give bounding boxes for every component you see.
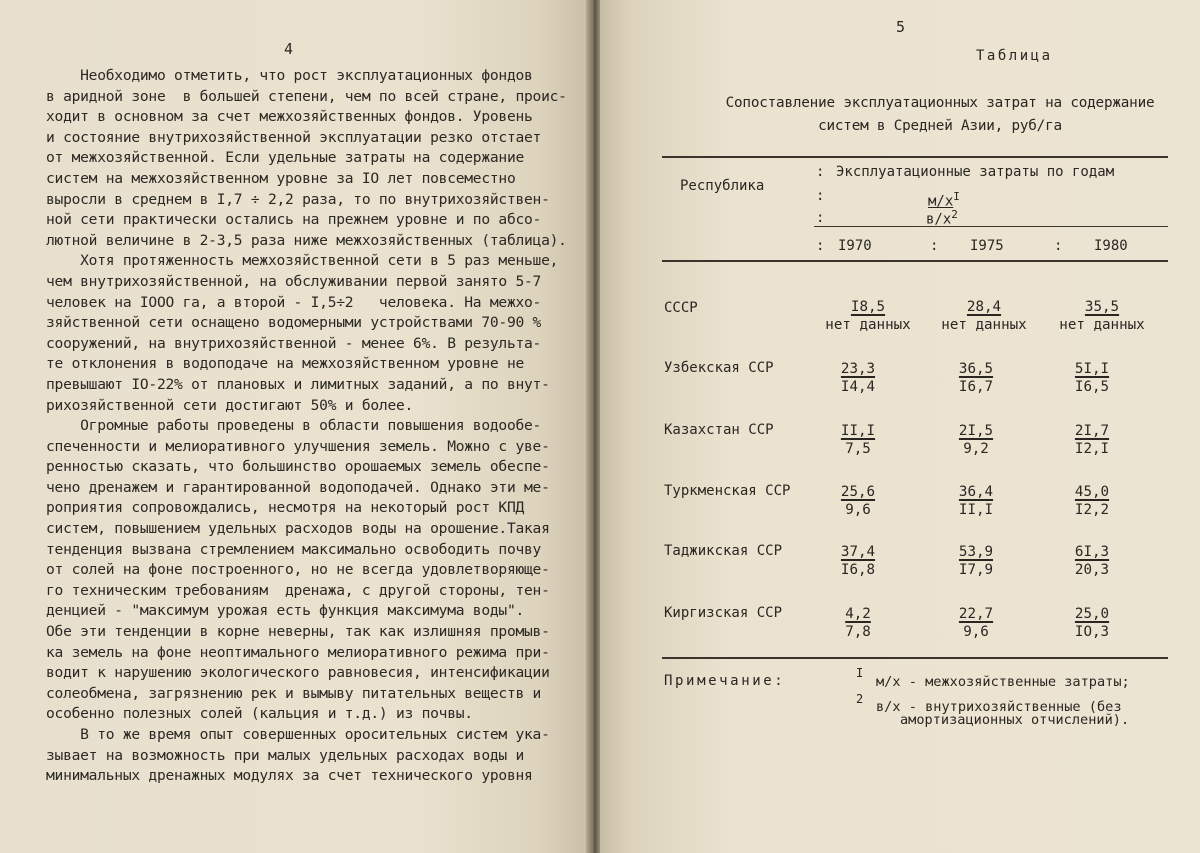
page-number-right: 5 xyxy=(896,18,906,36)
cell-mx-value: 53,9 xyxy=(958,544,994,560)
header-separator: : xyxy=(816,188,825,204)
header-costs-by-year: Эксплуатационные затраты по годам xyxy=(836,164,1115,180)
left-page-body-text xyxy=(46,66,567,787)
row-label: Киргизская ССР xyxy=(664,605,783,621)
table-cell xyxy=(1052,298,1152,334)
note-sup-1: I xyxy=(856,666,864,680)
right-page xyxy=(600,0,1200,853)
cell-vx-value: нет данных xyxy=(1059,317,1145,333)
header-separator: : xyxy=(1054,238,1063,254)
header-mid-rule xyxy=(814,226,1168,227)
cell-vx-value: 7,8 xyxy=(845,624,871,640)
header-year: I975 xyxy=(970,238,1004,254)
body-text-line: превышают IO-22% от плановых и лимитных заданий, а по внут- xyxy=(46,375,550,393)
row-label: СССР xyxy=(664,300,698,316)
fraction-bottom-text: в/х xyxy=(926,211,952,228)
body-text-line: Обе эти тенденции в корне неверны, так как излишняя промыв- xyxy=(46,623,550,641)
body-text-line: чено дренажем и гарантированной водоподачей. Однако эти ме- xyxy=(46,478,550,496)
table-bottom-rule xyxy=(662,657,1168,659)
cell-mx-value: 4,2 xyxy=(845,606,871,622)
cell-vx-value: 9,2 xyxy=(963,441,989,457)
cell-vx-value: нет данных xyxy=(941,317,1027,333)
note-text-2-line-1: в/х - внутрихозяйственные (без xyxy=(876,699,1122,715)
cell-vx-value: I6,7 xyxy=(958,379,994,395)
header-separator: : xyxy=(816,238,825,254)
table-cell xyxy=(808,422,908,458)
page-number-left: 4 xyxy=(284,40,294,58)
header-fraction-top xyxy=(928,190,960,210)
row-label: Казахстан ССР xyxy=(664,422,774,438)
table-cell xyxy=(926,605,1026,641)
body-text-line: зяйственной сети оснащено водомерными устройствами 70-90 % xyxy=(46,314,542,332)
body-text-line: ка земель на фоне неоптимального мелиоративного режима при- xyxy=(46,643,550,661)
body-text-line: ной сети практически остались на прежнем уровне и по абсо- xyxy=(46,211,542,229)
cell-vx-value: 9,6 xyxy=(963,624,989,640)
body-text-line: в аридной зоне в большей степени, чем по всей стране, проис- xyxy=(46,87,567,105)
note-sup-2: 2 xyxy=(856,692,864,706)
body-text-line: тенденция вызвана стремлением максимально освободить почву xyxy=(46,540,542,558)
table-cell xyxy=(926,360,1026,396)
body-text-line: солеобмена, загрязнению рек и вымыву питательных веществ и xyxy=(46,684,542,702)
body-text-line: ренностью сказать, что большинство орошаемых земель обеспе- xyxy=(46,458,550,476)
body-text-line: лютной величине в 2-3,5 раза ниже межхозяйственных (таблица). xyxy=(46,231,567,249)
cell-vx-value: I6,5 xyxy=(1074,379,1110,395)
body-text-line: роприятия сопровождались, несмотря на некоторый рост КПД xyxy=(46,499,525,517)
body-text-line: денцией - "максимум урожая есть функция максимума воды". xyxy=(46,602,525,620)
row-label: Узбекская ССР xyxy=(664,360,774,376)
table-cell xyxy=(808,543,908,579)
body-text-line: выросли в среднем в I,7 ÷ 2,2 раза, то по внутрихозяйствен- xyxy=(46,190,550,208)
fraction-top-text: м/х xyxy=(928,193,954,210)
cell-vx-value: II,I xyxy=(958,502,994,518)
cell-mx-value: I8,5 xyxy=(850,299,886,315)
cell-mx-value: II,I xyxy=(840,423,876,439)
header-fraction-bottom xyxy=(926,208,958,228)
header-bottom-rule xyxy=(662,260,1168,262)
table-cell xyxy=(818,298,918,334)
cell-vx-value: I2,2 xyxy=(1074,502,1110,518)
table-cell xyxy=(1042,543,1142,579)
cell-vx-value: нет данных xyxy=(825,317,911,333)
table-cell xyxy=(808,360,908,396)
table-cell xyxy=(934,298,1034,334)
body-text-line: минимальных дренажных модулях за счет технического уровня xyxy=(46,767,533,785)
table-cell xyxy=(1042,483,1142,519)
header-year: I970 xyxy=(838,238,872,254)
fraction-bottom-sup: 2 xyxy=(951,208,958,221)
table-cell xyxy=(926,422,1026,458)
body-text-line: чем внутрихозяйственной, на обслуживании первой занято 5-7 xyxy=(46,272,542,290)
body-text-line: го техническим требованиям дренажа, с другой стороны, тен- xyxy=(46,581,550,599)
body-text-line: Необходимо отметить, что рост эксплуатационных фондов xyxy=(46,67,533,84)
cell-mx-value: 37,4 xyxy=(840,544,876,560)
header-separator: : xyxy=(930,238,939,254)
table-title xyxy=(680,92,1200,138)
body-text-line: человек на IOOO га, а второй - I,5÷2 человека. На межхо- xyxy=(46,293,542,311)
cell-vx-value: I2,I xyxy=(1074,441,1110,457)
fraction-top-sup: I xyxy=(953,190,960,203)
body-text-line: те отклонения в водоподаче на межхозяйственном уровне не xyxy=(46,355,525,373)
cell-mx-value: 28,4 xyxy=(966,299,1002,315)
cell-mx-value: 23,3 xyxy=(840,361,876,377)
header-year: I980 xyxy=(1094,238,1128,254)
cell-mx-value: 22,7 xyxy=(958,606,994,622)
table-cell xyxy=(1042,422,1142,458)
cell-mx-value: 25,0 xyxy=(1074,606,1110,622)
body-text-line: Огромные работы проведены в области повышения водообе- xyxy=(46,417,542,435)
row-label: Туркменская ССР xyxy=(664,483,791,499)
cell-mx-value: 45,0 xyxy=(1074,484,1110,500)
body-text-line: систем на межхозяйственном уровне за IO лет повсеместно xyxy=(46,169,516,187)
table-title-line-1: Сопоставление эксплуатационных затрат на содержание xyxy=(725,95,1155,111)
body-text-line: сооружений, на внутрихозяйственной - менее 6%. В результа- xyxy=(46,334,542,352)
table-cell xyxy=(808,483,908,519)
header-republic: Республика xyxy=(680,178,765,194)
table-caption: Таблица xyxy=(976,48,1053,64)
cell-mx-value: 36,5 xyxy=(958,361,994,377)
cell-vx-value: 20,3 xyxy=(1074,562,1110,578)
body-text-line: рихозяйственной сети достигают 50% и более. xyxy=(46,396,414,414)
body-text-line: спеченности и мелиоративного улучшения земель. Можно с уве- xyxy=(46,437,550,455)
body-text-line: В то же время опыт совершенных оросительных систем ука- xyxy=(46,726,550,743)
cell-vx-value: 9,6 xyxy=(845,502,871,518)
cell-mx-value: 2I,7 xyxy=(1074,423,1110,439)
table-title-line-2: систем в Средней Азии, руб/га xyxy=(818,118,1062,134)
cell-mx-value: 6I,3 xyxy=(1074,544,1110,560)
cell-mx-value: 35,5 xyxy=(1084,299,1120,315)
note-label: Примечание: xyxy=(664,673,786,689)
body-text-line: от солей на фоне построенного, но не всегда удовлетворяюще- xyxy=(46,561,550,579)
table-cell xyxy=(926,483,1026,519)
body-text-line: от межхозяйственной. Если удельные затраты на содержание xyxy=(46,149,525,167)
header-separator: : xyxy=(816,164,825,180)
body-text-line: систем, повышением удельных расходов воды на орошение.Такая xyxy=(46,520,550,538)
cell-vx-value: I4,4 xyxy=(840,379,876,395)
cell-mx-value: 5I,I xyxy=(1074,361,1110,377)
cell-mx-value: 2I,5 xyxy=(958,423,994,439)
row-label: Таджикская ССР xyxy=(664,543,783,559)
cell-vx-value: I7,9 xyxy=(958,562,994,578)
cell-mx-value: 25,6 xyxy=(840,484,876,500)
body-text-line: водит к нарушению экологического равновесия, интенсификации xyxy=(46,664,550,682)
body-text-line: ходит в основном за счет межхозяйственных фондов. Уровень xyxy=(46,108,533,126)
table-cell xyxy=(1042,605,1142,641)
left-page xyxy=(0,0,588,853)
body-text-line: Хотя протяженность межхозяйственной сети в 5 раз меньше, xyxy=(46,252,559,270)
cell-vx-value: 7,5 xyxy=(845,441,871,457)
table-cell xyxy=(808,605,908,641)
body-text-line: зывает на возможность при малых удельных расходах воды и xyxy=(46,746,525,764)
cell-vx-value: IO,3 xyxy=(1074,624,1110,640)
cell-mx-value: 36,4 xyxy=(958,484,994,500)
body-text-line: и состояние внутрихозяйственной эксплуатации резко отстает xyxy=(46,128,542,146)
table-cell xyxy=(926,543,1026,579)
note-text-1: м/х - межхозяйственные затраты; xyxy=(876,674,1130,690)
table-cell xyxy=(1042,360,1142,396)
table-top-rule xyxy=(662,156,1168,158)
header-separator: : xyxy=(816,210,825,226)
note-text-2-line-2: амортизационных отчислений). xyxy=(900,712,1130,728)
cell-vx-value: I6,8 xyxy=(840,562,876,578)
body-text-line: особенно полезных солей (кальция и т.д.) из почвы. xyxy=(46,705,473,723)
